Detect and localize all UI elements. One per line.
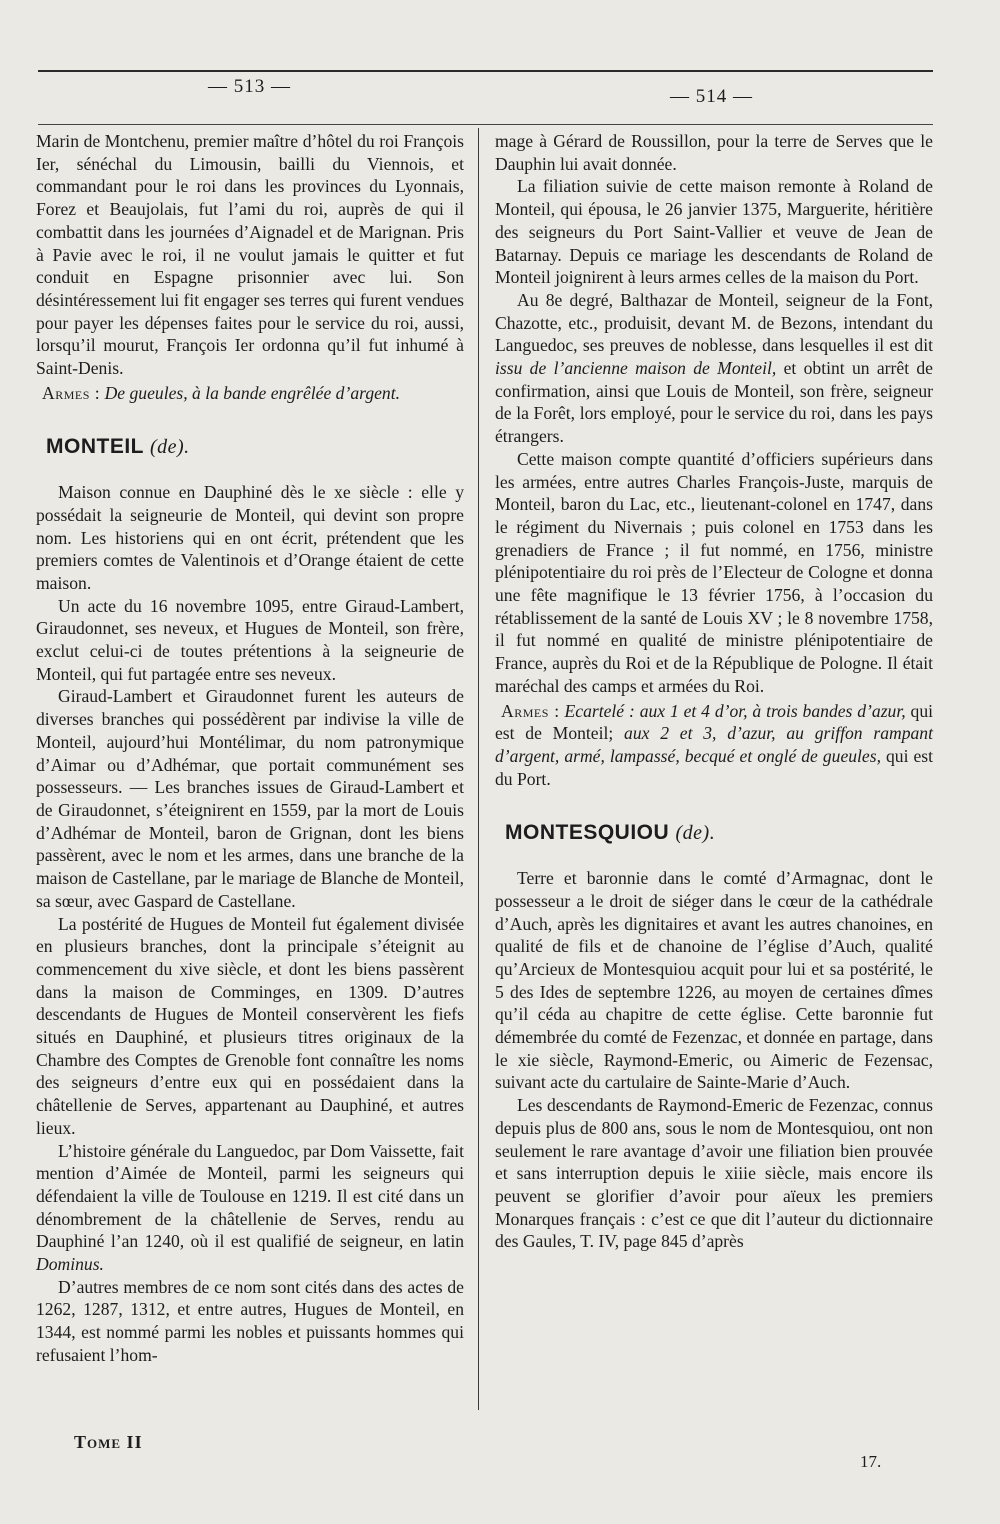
paragraph: La filiation suivie de cette maison remonte à Roland de Monteil, qui épousa, le 26 janvier 1375, Marguerite, héritière des seigneurs du Port Saint-Vallier et veuve de Jean de Batarnay. Depuis ce mariage les descendants de Roland de Monteil joignirent à leurs armes celles de la maison du Port. (495, 176, 933, 288)
paragraph: D’autres membres de ce nom sont cités dans des actes de 1262, 1287, 1312, et entre autres, Hugues de Monteil, en 1344, est nommé parmi les nobles et puissants hommes qui refusaient l’hom- (36, 1276, 464, 1365)
paragraph: Cette maison compte quantité d’officiers supérieurs dans les armées, entre autres Charles François-Juste, marquis de Monteil, baron du Lac, etc., lieutenant-colonel en 1747, dans le régiment du Nivernais ; puis colonel en 1753 dans les grenadiers de France ; il fut nommé, en 1756, ministre plénipotentiaire du roi près de l’Electeur de Cologne et donna une fête magnifique le 13 février 1756, à l’occasion du rétablissement de la santé de Louis XV ; le 8 novembre 1758, il fut nommé en qualité de ministre plénipotentiaire de France, auprès du Roi et de la République de Pologne. Il était maréchal des camps et armées du Roi. (495, 448, 933, 696)
heading-particle: (de). (149, 436, 190, 459)
column-divider (478, 128, 479, 1410)
paragraph (495, 289, 933, 448)
paragraph: La postérité de Hugues de Monteil fut également divisée en plusieurs branches, dont la principale s’éteignit au commencement du xive siècle, et dont les biens passèrent dans la maison de Comminges, en 1309. D’autres descendants de Hugues de Monteil conservèrent les fiefs situés en Dauphiné, et plusieurs titres originaux de la Chambre des Comptes de Grenoble font connaître les noms des seigneurs d’entre eux qui en possédaient dans la châtellenie de Serves, appartenant au Dauphiné, et autres lieux. (36, 913, 464, 1138)
left-page-number: — 513 — (208, 76, 291, 97)
paragraph: Marin de Montchenu, premier maître d’hôtel du roi François Ier, sénéchal du Limousin, bailli du Viennois, et commandant pour le roi dans les provinces du Lyonnais, Forez et Beaujolais, fut l’ami du roi, auprès de qui il combattit dans les journées d’Aignadel et de Marignan. Pris à Pavie avec le roi, il ne voulut jamais le quitter et fut conduit en Espagne prisonnier avec lui. Son désintéressement lui fit engager ses terres qui furent vendues pour payer les dépenses faites pour le service du roi, aussi, lorsqu’il mourut, François Ier ordonna qu’il fut inhumé à Saint-Denis. (36, 131, 464, 379)
heading-name: MONTEIL (46, 435, 144, 459)
volume-label: Tome II (74, 1432, 143, 1452)
paragraph: Giraud-Lambert et Giraudonnet furent les auteurs de diverses branches qui possédèrent par indivise la ville de Monteil, aujourd’hui Montélimar, du nom patronymique d’Aimar ou d’Adhémar, que portait communément ses possesseurs. — Les branches issues de Giraud-Lambert et de Giraudonnet, s’éteignirent en 1559, par la mort de Louis d’Adhémar de Monteil, baron de Grignan, dont les biens passèrent, avec le nom et les armes, dans une branche de la maison de Castellane, par le mariage de Blanche de Monteil, sa sœur, avec Gaspard de Castellane. (36, 686, 464, 911)
section-heading-monteil (46, 436, 464, 459)
paragraph: Un acte du 16 novembre 1095, entre Giraud-Lambert, Giraudonnet, ses neveux, et Hugues de Monteil, son frère, exclut celui-ci de toutes prétentions à la seigneurie de Monteil, qui fut partagée entre ses neveux. (36, 595, 464, 684)
armes-blazon: aux 2 et 3, d’azur, au griffon rampant d’argent, armé, lampassé, becqué et onglé de gueules, (495, 723, 933, 766)
paragraph (36, 1140, 464, 1276)
armes-line (36, 382, 464, 405)
heading-particle: (de). (675, 822, 716, 845)
armes-label: Armes : (501, 700, 560, 721)
armes-text: qui est du Port. (495, 745, 933, 789)
header-rule (38, 124, 933, 125)
right-page-number: — 514 — (670, 86, 753, 107)
left-column (36, 130, 464, 1367)
section-heading-montesquiou (505, 822, 933, 845)
heading-name: MONTESQUIOU (505, 821, 670, 845)
armes-blazon: Ecartelé : aux 1 et 4 d’or, à trois bandes d’azur, (564, 700, 906, 721)
paragraph-text: et obtint un arrêt de confirmation, ainsi que Louis de Monteil, son frère, seigneur de la Forêt, lors employé, pour le service du roi, dans les pays étrangers. (495, 358, 933, 447)
italic-quote: issu de l’ancienne maison de Monteil, (495, 358, 777, 379)
right-column (495, 130, 933, 1253)
paragraph: Les descendants de Raymond-Emeric de Fezenzac, connus depuis plus de 800 ans, sous le nom de Montesquiou, ont non seulement le rare avantage d’avoir une filiation bien prouvée et sans interruption depuis le xiiie siècle, mais encore ils peuvent se glorifier d’avoir pour aïeux les premiers Monarques français : c’est ce que dit l’auteur du dictionnaire des Gaules, T. IV, page 845 d’après (495, 1095, 933, 1252)
armes-label: Armes : (42, 382, 101, 403)
paragraph: Terre et baronnie dans le comté d’Armagnac, dont le possesseur a le droit de siéger dans le cœur de la cathédrale d’Auch, après les dignitaires et avant les autres chanoines, en qualité de fils et de chanoine de l’église d’Auch, qualité qu’Arcieux de Montesquiou acquit pour lui et sa postérité, le 5 des Ides de septembre 1226, au moyen de certaines dîmes qu’il céda au chapitre de cette église. Cette baronnie fut démembrée du comté de Fezenzac, et donnée en partage, dans le xie siècle, Raymond-Emeric, ou Aimeric de Fezensac, suivant acte du cartulaire de Sainte-Marie d’Auch. (495, 868, 933, 1093)
armes-text: qui est de Monteil; (495, 700, 934, 744)
latin-term: Dominus. (36, 1254, 104, 1275)
signature-mark: 17. (860, 1452, 882, 1471)
paragraph: mage à Gérard de Roussillon, pour la terre de Serves que le Dauphin lui avait donnée. (495, 131, 933, 174)
paragraph: Maison connue en Dauphiné dès le xe siècle : elle y possédait la seigneurie de Monteil, qui devint son propre nom. Les historiens qui en ont écrit, prétendent que les premiers comtes de Valentinois et d’Orange étaient de cette maison. (36, 482, 464, 593)
armes-line (495, 700, 933, 791)
top-rule (38, 70, 933, 72)
paragraph-text: L’histoire générale du Languedoc, par Dom Vaissette, fait mention d’Aimée de Monteil, parmi les seigneurs qui défendaient la ville de Toulouse en 1219. Il est cité dans un dénombrement de la châtellenie de Serves, rendu au Dauphiné l’an 1240, où il est qualifié de seigneur, en latin (36, 1140, 464, 1252)
armes-blazon: De gueules, à la bande engrêlée d’argent. (104, 382, 401, 403)
paragraph-text: Au 8e degré, Balthazar de Monteil, seigneur de la Font, Chazotte, etc., produisit, devant M. de Bezons, intendant du Languedoc, ses preuves de noblesse, dans lesquelles il est dit (495, 289, 933, 356)
